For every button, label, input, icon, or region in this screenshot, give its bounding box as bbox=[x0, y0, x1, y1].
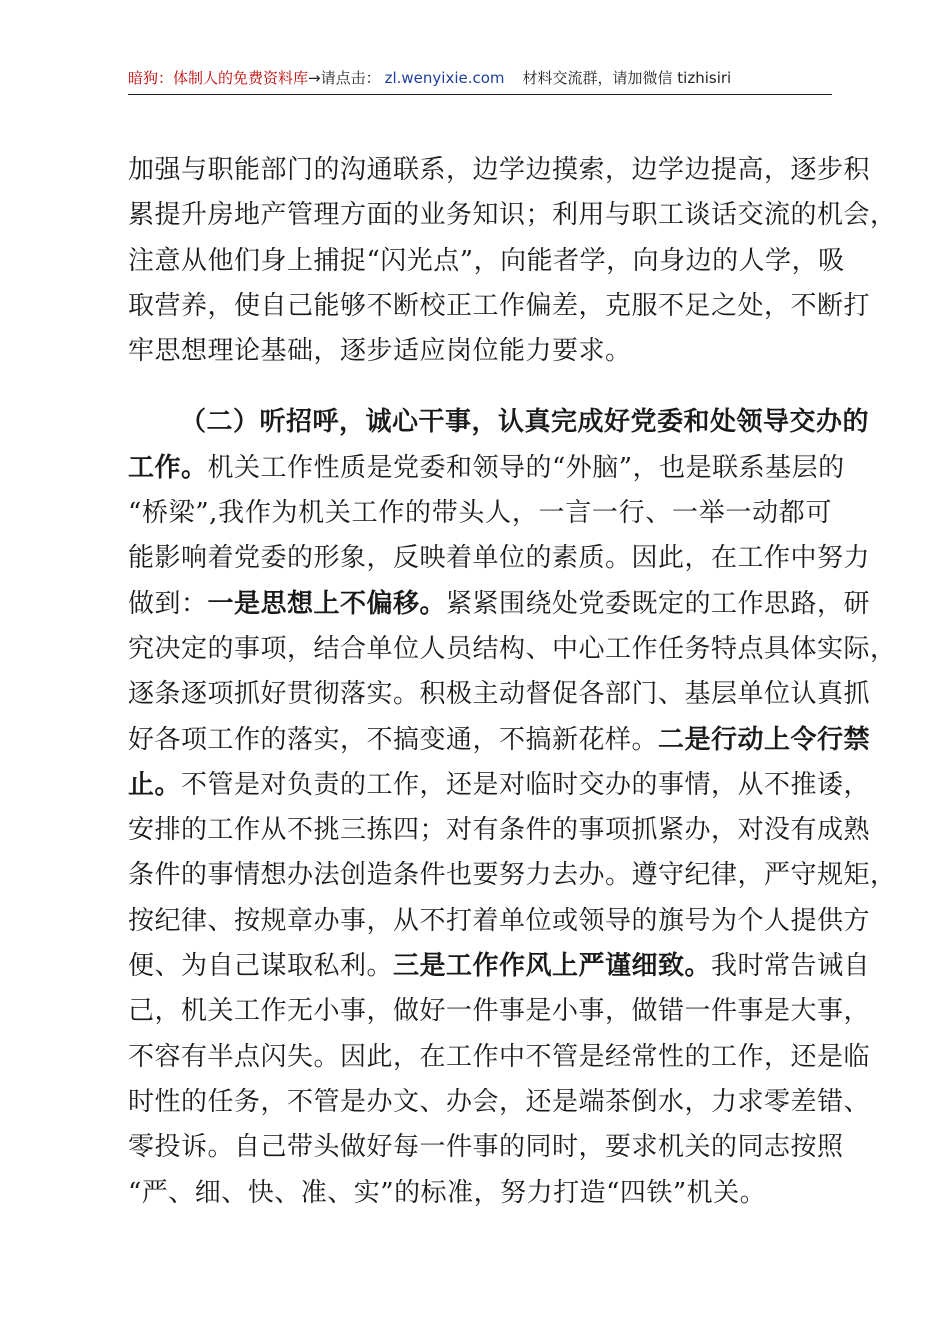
document-body bbox=[128, 148, 897, 1216]
text-line: 累提升房地产管理方面的业务知识；利用与职工谈话交流的机会， bbox=[128, 200, 897, 231]
text-segment: 机关工作性质是党委和领导的“外脑”，也是联系基层的 bbox=[207, 452, 845, 483]
text-line: 注意从他们身上捕捉“闪光点”，向能者学，向身边的人学，吸 bbox=[128, 245, 845, 276]
text-line: 安排的工作从不挑三拣四；对有条件的事项抓紧办，对没有成熟 bbox=[128, 815, 871, 846]
paragraph-2 bbox=[128, 400, 897, 1215]
section-heading-end: 工作。 bbox=[128, 452, 208, 483]
header-url-link[interactable]: zl.wenyixie.com bbox=[384, 69, 505, 87]
point-one-heading: 一是思想上不偏移。 bbox=[207, 588, 447, 619]
text-line: 逐条逐项抓好贯彻落实。积极主动督促各部门、基层单位认真抓 bbox=[128, 679, 871, 710]
point-two-heading-end: 止。 bbox=[128, 769, 182, 800]
text-line: 时性的任务，不管是办文、办会，还是端茶倒水，力求零差错、 bbox=[128, 1086, 871, 1117]
text-line: 按纪律、按规章办事，从不打着单位或领导的旗号为个人提供方 bbox=[128, 905, 871, 936]
text-segment: 做到： bbox=[128, 588, 208, 619]
text-line: 加强与职能部门的沟通联系，边学边摸索，边学边提高，逐步积 bbox=[128, 155, 871, 185]
text-line: 己，机关工作无小事，做好一件事是小事，做错一件事是大事， bbox=[128, 996, 871, 1027]
paragraph-1 bbox=[128, 148, 897, 374]
text-line: “桥梁”,我作为机关工作的带头人，一言一行、一举一动都可 bbox=[128, 498, 832, 529]
text-line: 条件的事情想办法创造条件也要努力去办。遵守纪律，严守规矩， bbox=[128, 860, 897, 891]
text-line bbox=[128, 582, 871, 627]
text-line: 不容有半点闪失。因此，在工作中不管是经常性的工作，还是临 bbox=[128, 1041, 871, 1072]
text-line: “严、细、快、准、实”的标准，努力打造“四铁”机关。 bbox=[128, 1177, 767, 1208]
text-line bbox=[128, 446, 845, 491]
text-line: 取营养，使自己能够不断校正工作偏差，克服不足之处，不断打 bbox=[128, 290, 871, 321]
text-line: 牢思想理论基础，逐步适应岗位能力要求。 bbox=[128, 336, 632, 367]
text-line bbox=[128, 763, 871, 808]
text-line: 零投诉。自己带头做好每一件事的同时，要求机关的同志按照 bbox=[128, 1132, 844, 1163]
text-segment: 不管是对负责的工作，还是对临时交办的事情，从不推诿， bbox=[181, 769, 871, 800]
section-heading: （二）听招呼，诚心干事，认真完成好党委和处领导交办的 bbox=[180, 407, 870, 438]
text-line bbox=[128, 944, 871, 989]
text-segment: 我时常告诫自 bbox=[711, 951, 871, 982]
text-line: 能影响着党委的形象，反映着单位的素质。因此，在工作中努力 bbox=[128, 543, 871, 574]
point-two-heading: 二是行动上令行禁 bbox=[658, 724, 871, 755]
header-brand: 暗狗：体制人的免费资料库 bbox=[128, 69, 309, 87]
point-three-heading: 三是工作作风上严谨细致。 bbox=[393, 951, 712, 982]
text-line bbox=[128, 718, 871, 763]
header-prompt: →请点击： bbox=[308, 69, 381, 87]
text-segment: 便、为自己谋取私利。 bbox=[128, 951, 394, 982]
text-line: 究决定的事项，结合单位人员结构、中心工作任务特点具体实际， bbox=[128, 633, 897, 664]
text-segment: 紧紧围绕处党委既定的工作思路，研 bbox=[446, 588, 871, 619]
page-header bbox=[128, 66, 832, 95]
header-group-note: 材料交流群，请加微信 tizhisiri bbox=[522, 69, 732, 87]
text-segment: 好各项工作的落实，不搞变通，不搞新花样。 bbox=[128, 724, 659, 755]
